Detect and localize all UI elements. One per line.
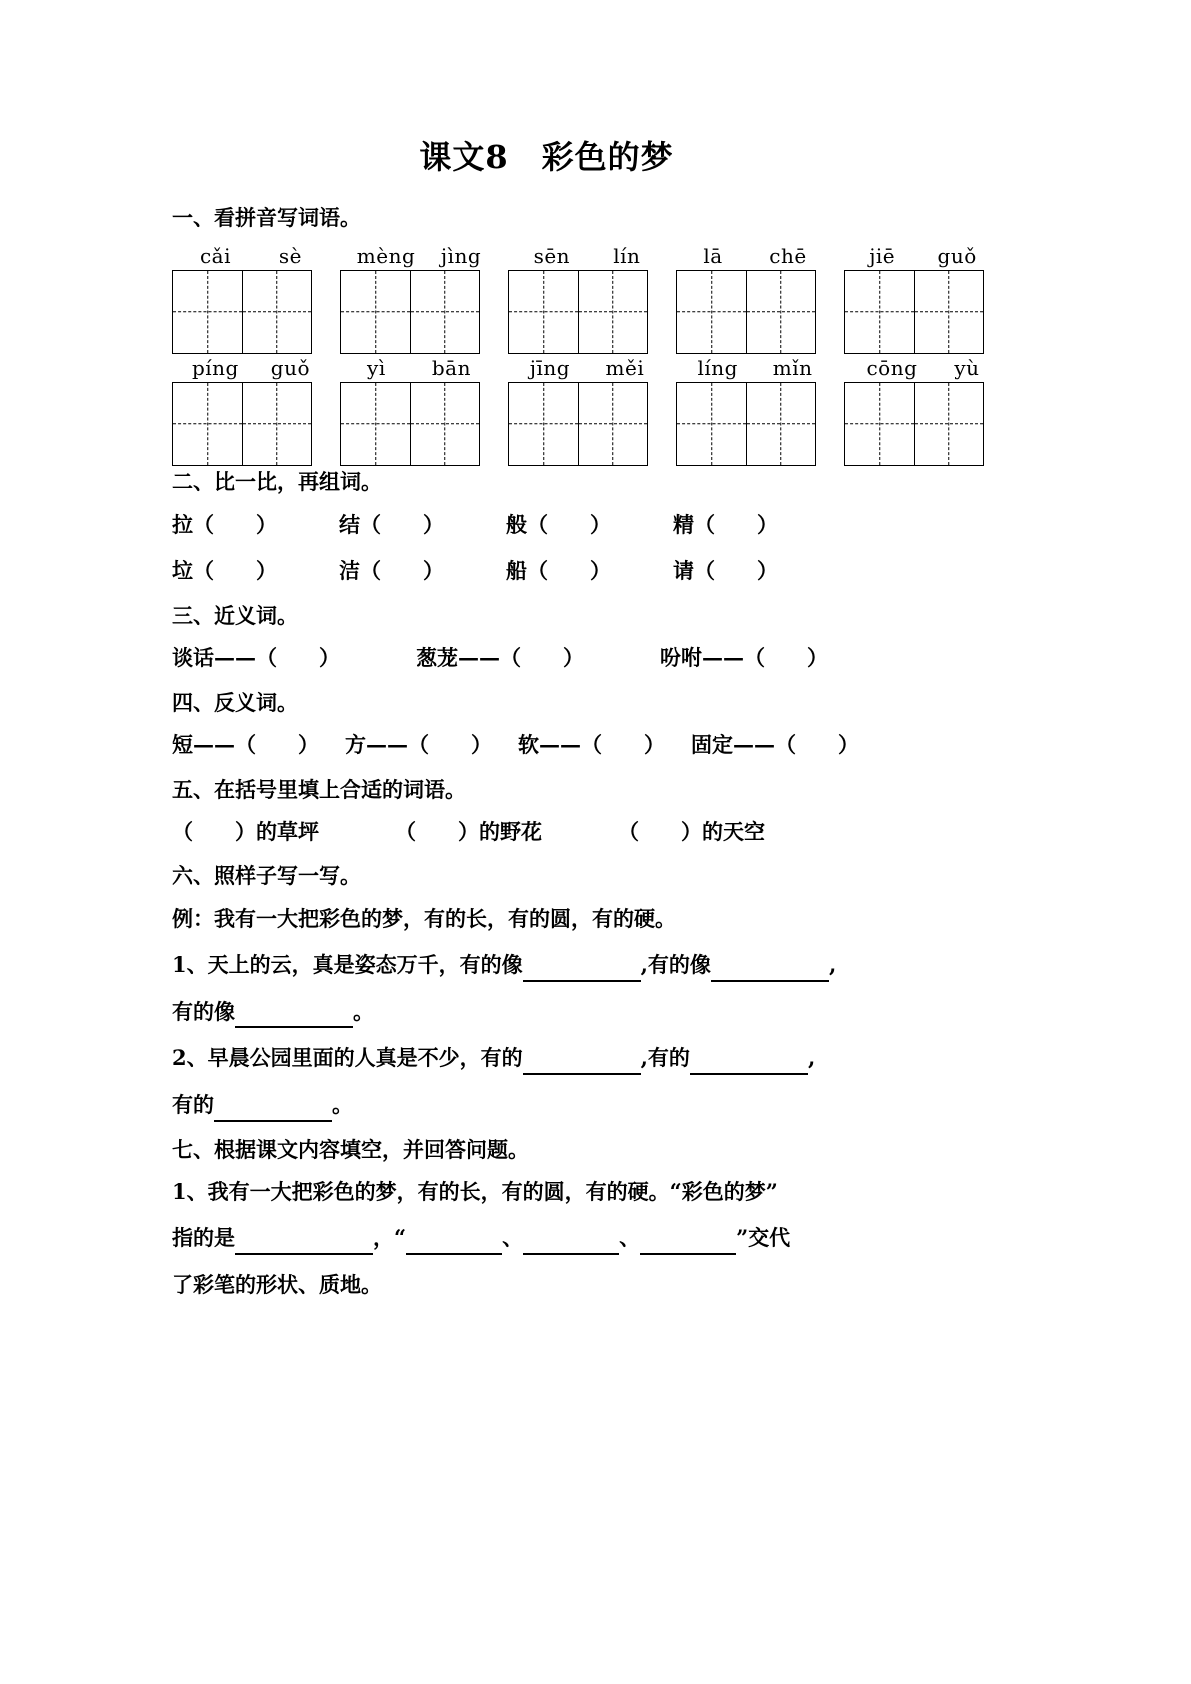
pinyin-label <box>172 244 330 268</box>
pinyin-label <box>340 356 498 380</box>
tianzige-cell[interactable] <box>173 383 242 465</box>
tianzige-box[interactable] <box>508 382 648 466</box>
tianzige-box[interactable] <box>676 382 816 466</box>
pinyin-syllable: mèng <box>356 244 416 269</box>
tianzige-box[interactable] <box>172 382 312 466</box>
word-group <box>844 356 1002 466</box>
pinyin-syllable: yù <box>954 356 980 381</box>
tianzige-box[interactable] <box>340 270 480 354</box>
fill-phrase-item[interactable]: （ ）的野花 <box>395 818 542 844</box>
pinyin-row-1 <box>172 244 1031 354</box>
question-text: ,有的像 <box>640 952 711 978</box>
answer-blank[interactable] <box>235 1026 353 1028</box>
tianzige-cell[interactable] <box>173 271 242 353</box>
fill-phrase-item[interactable]: （ ）的草坪 <box>172 818 319 844</box>
pinyin-syllable: lín <box>613 244 641 269</box>
answer-blank[interactable] <box>214 1120 332 1122</box>
pinyin-syllable: měi <box>605 356 645 381</box>
answer-blank[interactable] <box>690 1073 808 1075</box>
answer-blank[interactable] <box>523 1253 619 1255</box>
tianzige-cell[interactable] <box>341 271 410 353</box>
pinyin-syllable: líng <box>697 356 738 381</box>
question-text: ,有的 <box>640 1045 690 1071</box>
section-heading-1: 一、看拼音写词语。 <box>172 205 361 230</box>
tianzige-box[interactable] <box>508 270 648 354</box>
pinyin-syllable: cǎi <box>199 244 231 269</box>
synonym-item[interactable]: 谈话——（ ） <box>172 645 340 671</box>
antonym-item[interactable]: 短——（ ） <box>172 732 319 758</box>
pinyin-syllable: jiē <box>869 244 896 269</box>
compare-item[interactable]: 精（ ） <box>673 511 778 537</box>
compare-item[interactable]: 结（ ） <box>339 511 444 537</box>
question-text: , <box>807 1045 816 1071</box>
antonym-row <box>172 729 1031 762</box>
write-question-2-line-2 <box>172 1089 1031 1122</box>
pinyin-syllable: cōng <box>866 356 918 381</box>
question-text: 、 <box>502 1225 524 1251</box>
compare-item[interactable]: 请（ ） <box>673 558 778 584</box>
pinyin-syllable: guǒ <box>937 244 977 269</box>
word-group <box>340 244 498 354</box>
write-question-1-line-2 <box>172 996 1031 1029</box>
tianzige-cell[interactable] <box>746 271 815 353</box>
pinyin-syllable: bān <box>431 356 471 381</box>
question-text: 1、天上的云，真是姿态万千，有的像 <box>172 952 523 978</box>
compare-item[interactable]: 垃（ ） <box>172 558 277 584</box>
pinyin-syllable: yì <box>367 356 386 381</box>
question-text: 指的是 <box>172 1225 235 1251</box>
word-group <box>172 244 330 354</box>
tianzige-cell[interactable] <box>410 383 479 465</box>
compare-row-1 <box>172 509 1031 542</box>
pinyin-writing-grid <box>172 244 1031 466</box>
pinyin-label <box>676 356 834 380</box>
synonym-item[interactable]: 吩咐——（ ） <box>660 645 828 671</box>
tianzige-box[interactable] <box>676 270 816 354</box>
pinyin-label <box>844 356 1002 380</box>
compare-item[interactable]: 般（ ） <box>506 511 611 537</box>
pinyin-label <box>340 244 498 268</box>
pinyin-syllable: sè <box>278 244 303 269</box>
antonym-item[interactable]: 软——（ ） <box>518 732 665 758</box>
tianzige-box[interactable] <box>844 270 984 354</box>
section-heading-4: 四、反义词。 <box>172 689 298 715</box>
fill-phrase-row <box>172 816 1031 849</box>
word-group <box>676 356 834 466</box>
pinyin-label <box>508 244 666 268</box>
compare-item[interactable]: 拉（ ） <box>172 511 277 537</box>
word-group <box>508 244 666 354</box>
section-heading-6: 六、照样子写一写。 <box>172 863 361 889</box>
pinyin-label <box>676 244 834 268</box>
word-group <box>508 356 666 466</box>
pinyin-row-2 <box>172 356 1031 466</box>
tianzige-box[interactable] <box>340 382 480 466</box>
word-group <box>676 244 834 354</box>
compare-item[interactable]: 船（ ） <box>506 558 611 584</box>
section-heading-2: 二、比一比，再组词。 <box>172 469 382 495</box>
section-heading-3: 三、近义词。 <box>172 602 298 628</box>
pinyin-label <box>508 356 666 380</box>
comprehension-question-line-1: 1、我有一大把彩色的梦，有的长，有的圆，有的硬。“彩色的梦” <box>172 1178 778 1204</box>
answer-blank[interactable] <box>523 980 641 982</box>
tianzige-cell[interactable] <box>578 271 647 353</box>
question-text: , <box>828 952 837 978</box>
pinyin-syllable: chē <box>769 244 807 269</box>
question-text: 。 <box>332 1091 353 1117</box>
pinyin-label <box>172 356 330 380</box>
tianzige-cell[interactable] <box>509 383 578 465</box>
tianzige-cell[interactable] <box>914 271 983 353</box>
question-text: 有的 <box>172 1091 214 1117</box>
tianzige-cell[interactable] <box>845 271 914 353</box>
compare-item[interactable]: 洁（ ） <box>339 558 444 584</box>
question-text: 、 <box>619 1225 641 1251</box>
answer-blank[interactable] <box>406 1253 502 1255</box>
answer-blank[interactable] <box>523 1073 641 1075</box>
write-question-2-line-1 <box>172 1042 1031 1075</box>
question-text: 。 <box>353 998 374 1024</box>
fill-phrase-item[interactable]: （ ）的天空 <box>618 818 765 844</box>
synonym-item[interactable]: 葱茏——（ ） <box>416 645 584 671</box>
question-text: ”交代 <box>736 1225 791 1251</box>
comprehension-question-line-2 <box>172 1222 1031 1255</box>
pinyin-label <box>844 244 1002 268</box>
tianzige-box[interactable] <box>172 270 312 354</box>
tianzige-cell[interactable] <box>914 383 983 465</box>
question-text: ，“ <box>373 1225 407 1251</box>
question-text: 2、早晨公园里面的人真是不少，有的 <box>172 1045 523 1071</box>
antonym-item[interactable]: 方——（ ） <box>345 732 492 758</box>
question-text: 有的像 <box>172 998 235 1024</box>
tianzige-cell[interactable] <box>578 383 647 465</box>
tianzige-cell[interactable] <box>509 271 578 353</box>
pinyin-syllable: píng <box>191 356 239 381</box>
word-group <box>340 356 498 466</box>
answer-blank[interactable] <box>235 1253 373 1255</box>
pinyin-syllable: jīng <box>529 356 571 381</box>
tianzige-cell[interactable] <box>410 271 479 353</box>
tianzige-cell[interactable] <box>242 271 311 353</box>
compare-row-2 <box>172 555 1031 588</box>
example-sentence: 例：我有一大把彩色的梦，有的长，有的圆，有的硬。 <box>172 905 676 931</box>
tianzige-cell[interactable] <box>341 383 410 465</box>
section-heading-5: 五、在括号里填上合适的词语。 <box>172 776 466 802</box>
word-group <box>844 244 1002 354</box>
answer-blank[interactable] <box>640 1253 736 1255</box>
section-heading-7: 七、根据课文内容填空，并回答问题。 <box>172 1136 529 1162</box>
tianzige-box[interactable] <box>844 382 984 466</box>
pinyin-syllable: mǐn <box>772 356 813 381</box>
antonym-item[interactable]: 固定——（ ） <box>691 732 859 758</box>
pinyin-syllable: lā <box>703 244 723 269</box>
tianzige-cell[interactable] <box>677 271 746 353</box>
synonym-row <box>172 642 1031 675</box>
tianzige-cell[interactable] <box>677 383 746 465</box>
tianzige-cell[interactable] <box>242 383 311 465</box>
pinyin-syllable: jìng <box>440 244 482 269</box>
tianzige-cell[interactable] <box>845 383 914 465</box>
tianzige-cell[interactable] <box>746 383 815 465</box>
comprehension-question-line-3: 了彩笔的形状、质地。 <box>172 1271 382 1297</box>
page-title: 课文8 彩色的梦 <box>419 138 674 176</box>
pinyin-syllable: guǒ <box>270 356 311 381</box>
pinyin-syllable: sēn <box>533 244 571 269</box>
word-group <box>172 356 330 466</box>
write-question-1-line-1 <box>172 949 1031 982</box>
answer-blank[interactable] <box>711 980 829 982</box>
